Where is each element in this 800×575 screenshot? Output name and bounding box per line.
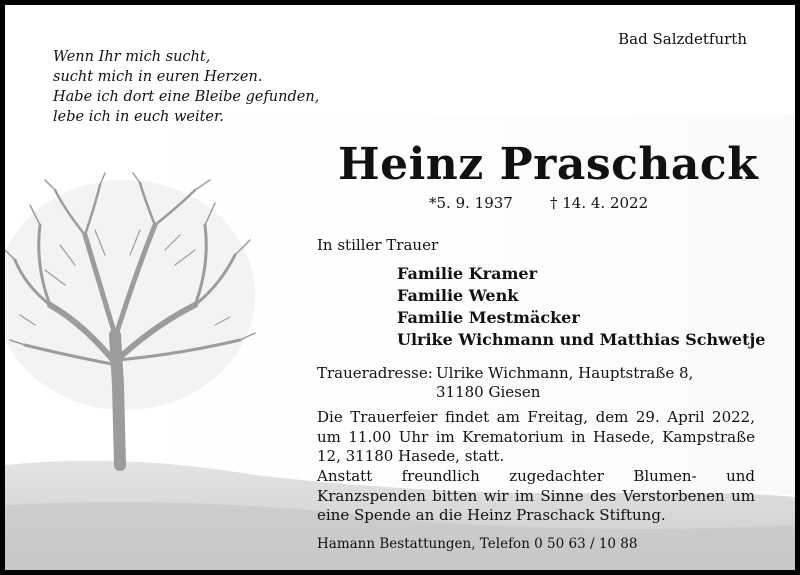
family-name: Familie Mestmäcker <box>397 308 580 327</box>
family-name: Familie Kramer <box>397 264 538 283</box>
address-label: Traueradresse: <box>317 364 433 382</box>
ceremony-text: Die Trauerfeier findet am Freitag, dem 29. April 2022, um 11.00 Uhr im Krematorium in Hasede, Kampstraße 12, 31180 Hasede, statt. <box>317 408 755 465</box>
death-date: † 14. 4. 2022 <box>550 194 649 212</box>
poem <box>53 47 319 127</box>
poem-line: lebe ich in euch weiter. <box>53 109 224 125</box>
address-line: Ulrike Wichmann, Hauptstraße 8, <box>436 364 694 382</box>
mourning-intro: In stiller Trauer <box>317 236 439 254</box>
poem-line: Wenn Ihr mich sucht, <box>53 49 211 65</box>
address-line: 31180 Giesen <box>436 383 541 401</box>
birth-date: *5. 9. 1937 <box>429 194 513 212</box>
funeral-home-contact: Hamann Bestattungen, Telefon 0 50 63 / 10 88 <box>317 536 638 552</box>
family-list <box>397 263 765 351</box>
poem-line: sucht mich in euren Herzen. <box>53 69 263 85</box>
location: Bad Salzdetfurth <box>618 30 747 48</box>
poem-line: Habe ich dort eine Bleibe gefunden, <box>53 89 320 105</box>
deceased-name: Heinz Praschack <box>338 139 759 190</box>
family-name: Ulrike Wichmann und Matthias Schwetje <box>397 330 766 349</box>
family-name: Familie Wenk <box>397 286 519 305</box>
donation-text: Anstatt freundlich zugedachter Blumen- und Kranzspenden bitten wir im Sinne des Verstorbenen um eine Spende an die Heinz Praschack Stiftung. <box>317 467 755 524</box>
